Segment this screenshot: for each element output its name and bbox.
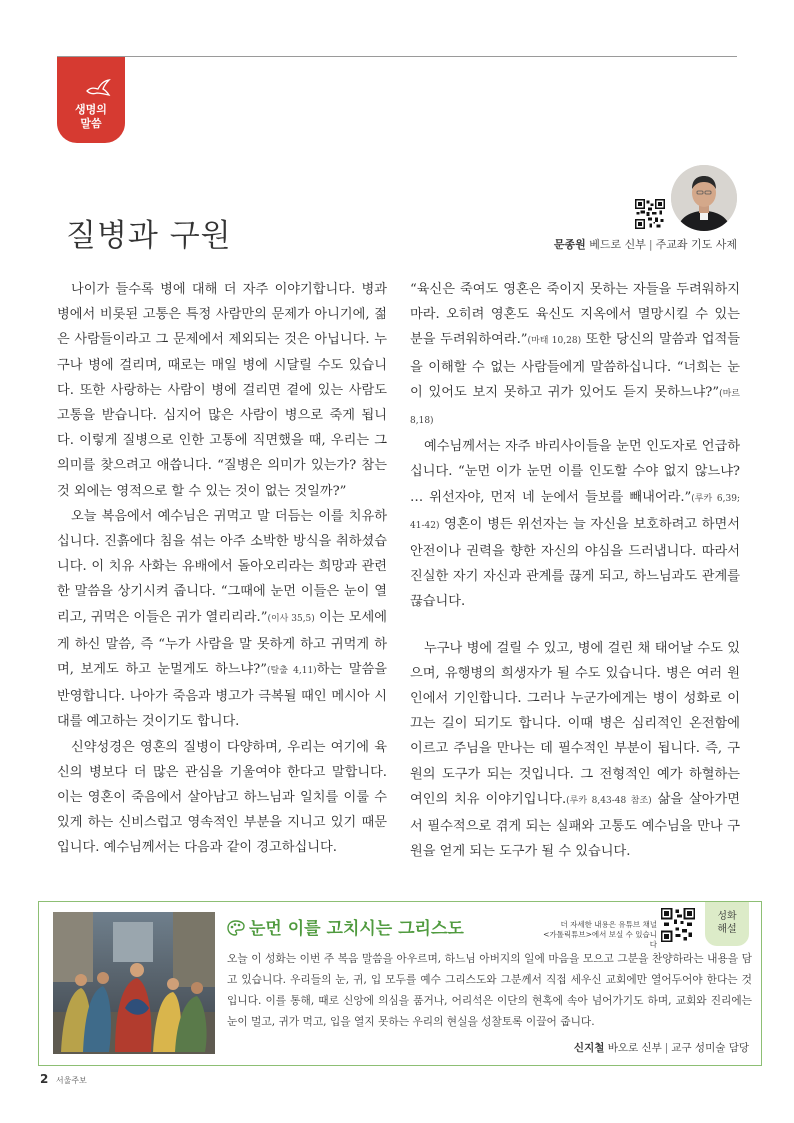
page-footer: [40, 1072, 87, 1086]
scripture-reference: (루카 6,39; 41-42): [410, 493, 740, 531]
art-commentary-box: [38, 901, 762, 1066]
art-author-role: 교구 성미술 담당: [671, 1042, 749, 1054]
paragraph: “육신은 죽여도 영혼은 죽이지 못하는 자들을 두려워하지 마라. 오히려 영혼도 육신도 지옥에서 멸망시킬 수 있는 분을 두려워하여라.”(마태 10,28) 또한 당신의 말씀과 업적들을 이해할 수 없는 사람들에게 말씀하십니다. “너희는 눈이 있어도 보지 못하고 귀가 있어도 듣지 못하느냐?”(마르 8,18): [410, 282, 740, 427]
article-column-right: [410, 277, 740, 864]
paragraph: 누구나 병에 걸릴 수 있고, 병에 걸린 채 태어날 수도 있으며, 유행병의 희생자가 될 수도 있습니다. 병은 여러 원인에서 기인합니다. 그러나 누군가에게는 병이 성화로 이끄는 길이 되기도 합니다. 이때 병은 심리적인 온전함에 이르고 주님을 만나는 데 필수적인 부분이 됩니다. 즉, 구원의 도구가 되는 것입니다. 그 전형적인 예가 하혈하는 여인의 치유 이야기입니다.(루카 8,43-48 참조) 삶을 살아가면서 필수적으로 겪게 되는 실패와 고통도 예수님을 만나 구원을 얻게 되는 도구가 될 수 있습니다.: [410, 640, 740, 860]
palette-icon: [227, 920, 245, 936]
author-title: 베드로 신부: [589, 238, 646, 251]
art-author-name: 신지철: [573, 1042, 605, 1054]
painting-image: [53, 912, 215, 1054]
author-role: 주교좌 기도 사제: [655, 238, 737, 251]
scripture-reference: (탈출 4,11): [266, 666, 317, 677]
byline-separator: |: [648, 238, 653, 251]
art-box-title: [227, 914, 464, 939]
youtube-note: 더 자세한 내용은 유튜브 채널 <가톨릭튜브>에서 보실 수 있습니다: [543, 920, 657, 949]
dove-icon: [85, 79, 111, 97]
paragraph: 신약성경은 영혼의 질병이 다양하며, 우리는 여기에 육신의 병보다 더 많은 관심을 기울여야 한다고 말합니다. 이는 영혼이 죽음에서 살아남고 하느님과 일치를 이룰 수 있게 하는 신비스럽고 영속적인 부분을 지니고 있기 때문입니다. 예수님께서는 다음과 같이 경고하십니다.: [57, 739, 387, 856]
qr-code-icon[interactable]: [661, 908, 695, 942]
badge-line-2: 말씀: [80, 117, 102, 130]
section-badge: [57, 57, 125, 143]
article-column-left: [57, 277, 387, 861]
scripture-reference: (마르 8,18): [410, 388, 740, 427]
paragraph: 나이가 들수록 병에 대해 더 자주 이야기합니다. 병과 병에서 비롯된 고통은 특정 사람만의 문제가 아니기에, 젊은 사람들이라고 그 문제에서 제외되는 것은 아닙니다. 누구나 병에 걸리며, 때로는 매일 병에 시달릴 수도 있습니다. 또한 사랑하는 사람이 병에 걸리면 곁에 있는 사람도 고통을 받습니다. 심지어 많은 사람이 병으로 죽게 됩니다. 이렇게 질병으로 인한 고통에 직면했을 때, 우리는 그 의미를 찾으려고 애씁니다. “질병은 의미가 있는가? 참는 것 외에는 영적으로 할 수 있는 것이 없는 것일까?”: [57, 282, 387, 499]
art-author-title: 바오로 신부: [607, 1042, 662, 1054]
byline-separator: |: [664, 1042, 669, 1054]
publication-name: 서울주보: [55, 1076, 87, 1085]
paragraph: 오늘 복음에서 예수님은 귀먹고 말 더듬는 이를 치유하십니다. 진흙에다 침을 섞는 아주 소박한 방식을 취하셨습니다. 이 치유 사화는 유배에서 돌아오리라는 희망과 관련한 말씀을 상기시켜 줍니다. “그때에 눈먼 이들은 눈이 열리고, 귀먹은 이들은 귀가 열리리라.”(이사 35,5) 이는 모세에게 하신 말씀, 즉 “누가 사람을 말 못하게 하고 귀먹게 하며, 보게도 하고 눈멀게도 하느냐?”(탈출 4,11)하는 말씀을 반영합니다. 나아가 죽음과 병고가 극복될 때인 메시아 시대를 예고하는 것이기도 합니다.: [57, 508, 387, 730]
art-box-byline: [574, 1040, 749, 1055]
page-number: 2: [40, 1072, 49, 1086]
art-box-title-text: 눈먼 이를 고치시는 그리스도: [249, 919, 464, 939]
qr-code-icon[interactable]: [635, 199, 665, 229]
scripture-reference: (루카 8,43-48 참조): [566, 795, 652, 806]
scripture-reference: (마태 10,28): [527, 336, 582, 347]
art-box-text: 오늘 이 성화는 이번 주 복음 말씀을 아우르며, 하느님 아버지의 일에 마음을 모으고 그분을 찬양하라는 내용을 담고 있습니다. 우리들의 눈, 귀, 입 모두를 예수 그리스도와 그분께서 직접 세우신 교회에만 열어두어야 한다는 것입니다. 이를 통해, 때로 신앙에 의심을 품거나, 어리석은 이단의 현혹에 속아 넘어가기도 하며, 교회와 진리에는 눈이 멀고, 귀가 먹고, 입을 열지 못하는 우리의 현실을 성찰토록 이끌어 줍니다.: [227, 952, 752, 1028]
badge-line-1: 생명의: [75, 103, 107, 116]
art-commentary-tag: 성화 해설: [705, 902, 749, 946]
author-name: 문종원: [553, 238, 586, 251]
top-rule: [57, 56, 737, 57]
author-photo: [671, 165, 737, 231]
article-title: 질병과 구원: [66, 218, 232, 254]
author-byline: [554, 236, 737, 252]
paragraph: 예수님께서는 자주 바리사이들을 눈먼 인도자로 언급하십니다. “눈먼 이가 눈먼 이를 인도할 수야 없지 않느냐? … 위선자야, 먼저 네 눈에서 들보를 빼내어라.”(루카 6,39; 41-42) 영혼이 병든 위선자는 늘 자신을 보호하려고 하면서 안전이나 권력을 향한 자신의 야심을 드러냅니다. 따라서 진실한 자기 자신과 관계를 끊게 되고, 하느님과도 관계를 끊습니다.: [410, 439, 740, 610]
scripture-reference: (이사 35,5): [267, 613, 315, 624]
